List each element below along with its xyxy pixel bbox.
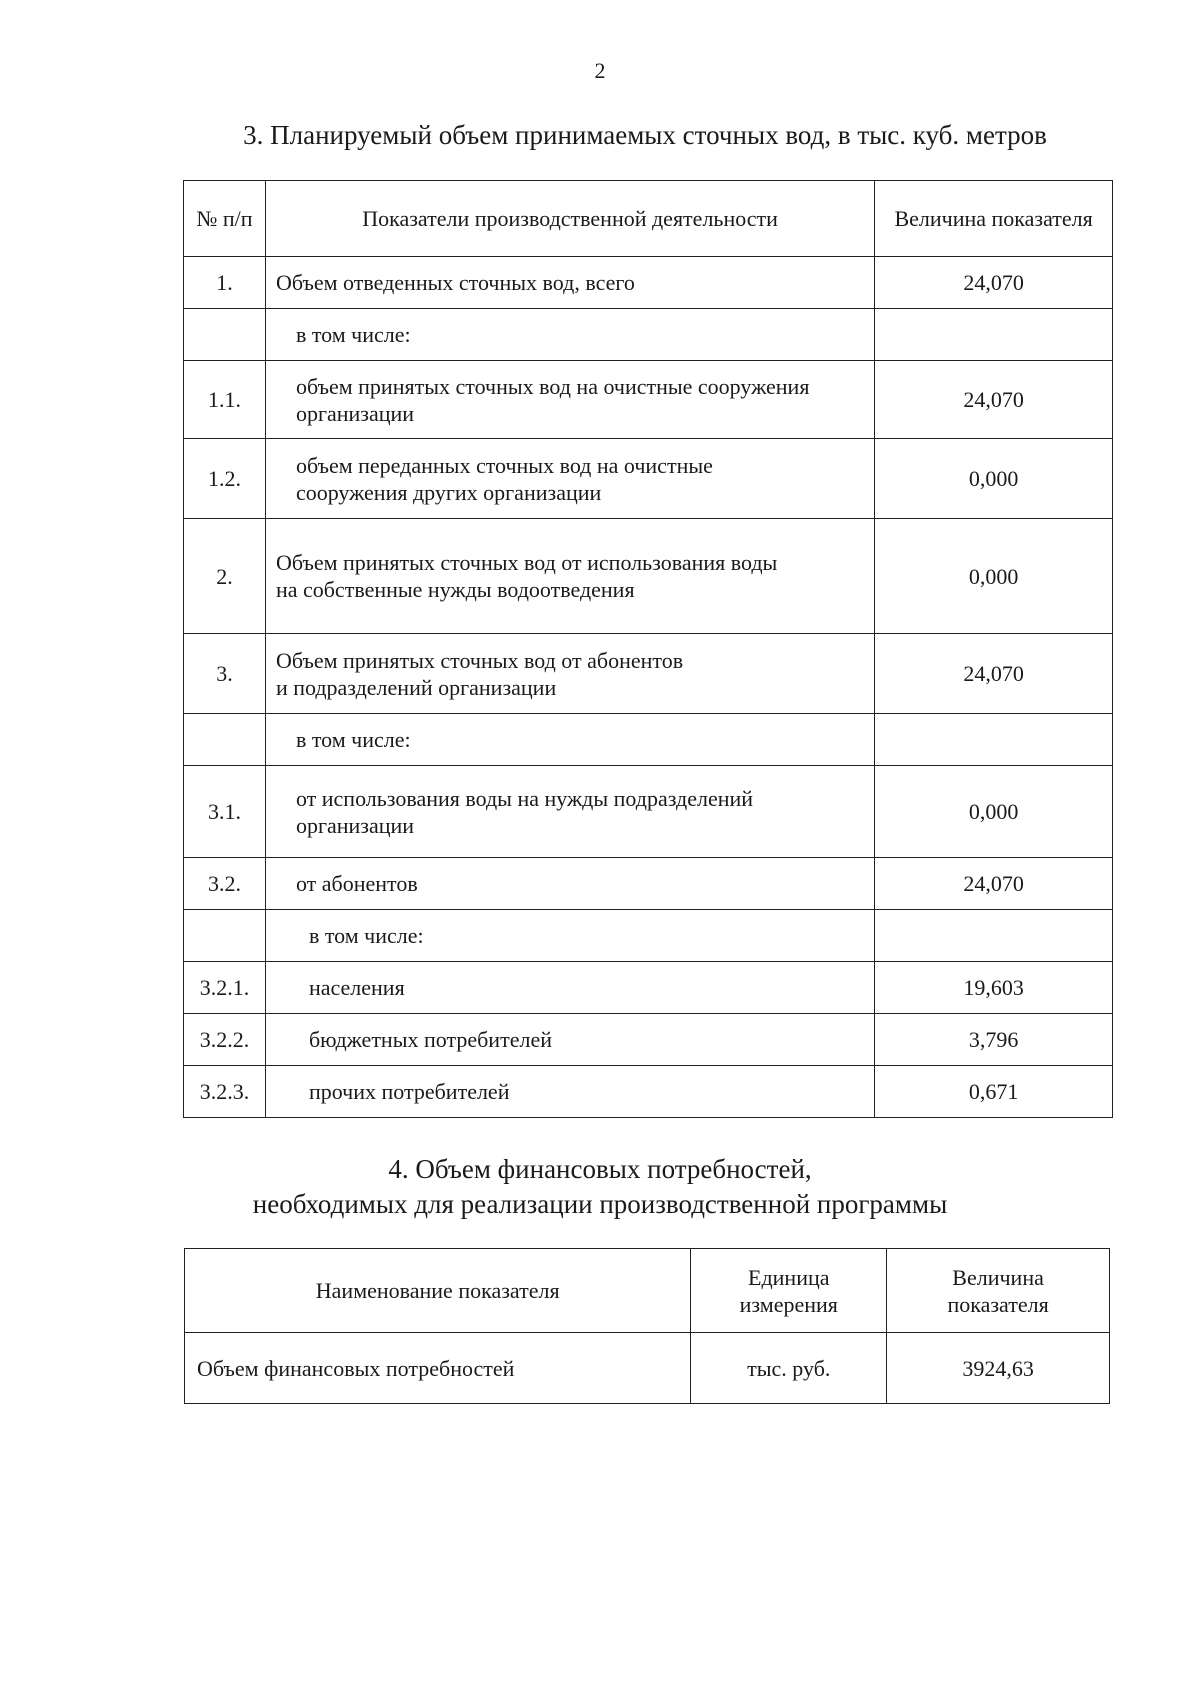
- header-value-line: показателя: [947, 1291, 1049, 1317]
- table-row: [184, 1066, 1113, 1118]
- row-num: 3.2.3.: [184, 1066, 266, 1118]
- header-value: [887, 1249, 1110, 1333]
- row-label-line: объем принятых сточных вод на очистные сооружения: [295, 373, 810, 399]
- row-num: 3.2.2.: [184, 1014, 266, 1066]
- row-num: [184, 309, 266, 361]
- row-value: 0,000: [875, 766, 1113, 858]
- row-num: 3.: [184, 634, 266, 714]
- row-label-line: сооружения других организации: [295, 479, 602, 505]
- row-label-line: Объем принятых сточных вод от абонентов: [275, 647, 684, 673]
- table-row: [184, 519, 1113, 634]
- row-value: 3,796: [875, 1014, 1113, 1066]
- table-row: [184, 634, 1113, 714]
- row-num: 3.1.: [184, 766, 266, 858]
- row-value: 24,070: [875, 634, 1113, 714]
- row-label-line: Объем принятых сточных вод от использования воды: [275, 550, 778, 575]
- header-value: Величина показателя: [875, 181, 1113, 257]
- row-value: [875, 910, 1113, 962]
- row-unit: тыс. руб.: [691, 1333, 887, 1404]
- row-label: [265, 439, 874, 519]
- wastewater-volume-table: [183, 180, 1113, 1118]
- row-num: 1.1.: [184, 361, 266, 439]
- row-label: бюджетных потребителей: [265, 1014, 874, 1066]
- table-row: [184, 910, 1113, 962]
- table-row: [185, 1333, 1110, 1404]
- row-num: [184, 910, 266, 962]
- header-value-line: Величина: [952, 1264, 1044, 1290]
- row-label-line: от использования воды на нужды подразделений: [295, 785, 754, 811]
- table-row: [184, 858, 1113, 910]
- row-num: [184, 714, 266, 766]
- row-name: Объем финансовых потребностей: [185, 1333, 691, 1404]
- table-row: [184, 714, 1113, 766]
- row-value: 24,070: [875, 858, 1113, 910]
- header-num: № п/п: [184, 181, 266, 257]
- table-row: [184, 962, 1113, 1014]
- row-label-line: организации: [295, 400, 415, 426]
- row-label-line: на собственные нужды водоотведения: [275, 577, 635, 602]
- row-num: 2.: [184, 519, 266, 634]
- row-label: в том числе:: [265, 910, 874, 962]
- row-label-line: организации: [295, 812, 415, 838]
- table-row: [184, 766, 1113, 858]
- row-label: [265, 634, 874, 714]
- row-label: [265, 766, 874, 858]
- financial-needs-table: [184, 1248, 1110, 1404]
- row-value: 19,603: [875, 962, 1113, 1014]
- row-value: 3924,63: [887, 1333, 1110, 1404]
- row-num: 3.2.: [184, 858, 266, 910]
- header-unit: [691, 1249, 887, 1333]
- table-header-row: [184, 181, 1113, 257]
- row-value: [875, 714, 1113, 766]
- row-label: в том числе:: [265, 309, 874, 361]
- table-header-row: [185, 1249, 1110, 1333]
- row-num: 1.2.: [184, 439, 266, 519]
- row-num: 3.2.1.: [184, 962, 266, 1014]
- page-number: 2: [594, 58, 606, 83]
- table-row: [184, 257, 1113, 309]
- header-unit-line: Единица: [748, 1264, 830, 1290]
- row-label: в том числе:: [265, 714, 874, 766]
- row-value: 0,671: [875, 1066, 1113, 1118]
- header-name: Наименование показателя: [185, 1249, 691, 1333]
- row-label: от абонентов: [265, 858, 874, 910]
- section-4-title-line: 4. Объем финансовых потребностей,: [388, 1154, 812, 1184]
- row-label: [265, 361, 874, 439]
- header-unit-line: измерения: [739, 1291, 838, 1317]
- section-3-title: 3. Планируемый объем принимаемых сточных вод, в тыс. куб. метров: [243, 120, 1047, 150]
- row-num: 1.: [184, 257, 266, 309]
- row-label: [265, 519, 874, 634]
- row-label: прочих потребителей: [265, 1066, 874, 1118]
- table-row: [184, 309, 1113, 361]
- row-value: 24,070: [875, 257, 1113, 309]
- header-indicator: Показатели производственной деятельности: [265, 181, 874, 257]
- table-row: [184, 1014, 1113, 1066]
- row-label: Объем отведенных сточных вод, всего: [265, 257, 874, 309]
- row-label: населения: [265, 962, 874, 1014]
- row-label-line: объем переданных сточных вод на очистные: [295, 452, 713, 478]
- row-value: 0,000: [875, 439, 1113, 519]
- section-4-title-line: необходимых для реализации производственной программы: [252, 1189, 948, 1219]
- row-value: 24,070: [875, 361, 1113, 439]
- row-value: [875, 309, 1113, 361]
- section-4-title: [0, 1152, 1200, 1222]
- row-label-line: и подразделений организации: [275, 674, 557, 700]
- row-value: 0,000: [875, 519, 1113, 634]
- table-row: [184, 439, 1113, 519]
- table-row: [184, 361, 1113, 439]
